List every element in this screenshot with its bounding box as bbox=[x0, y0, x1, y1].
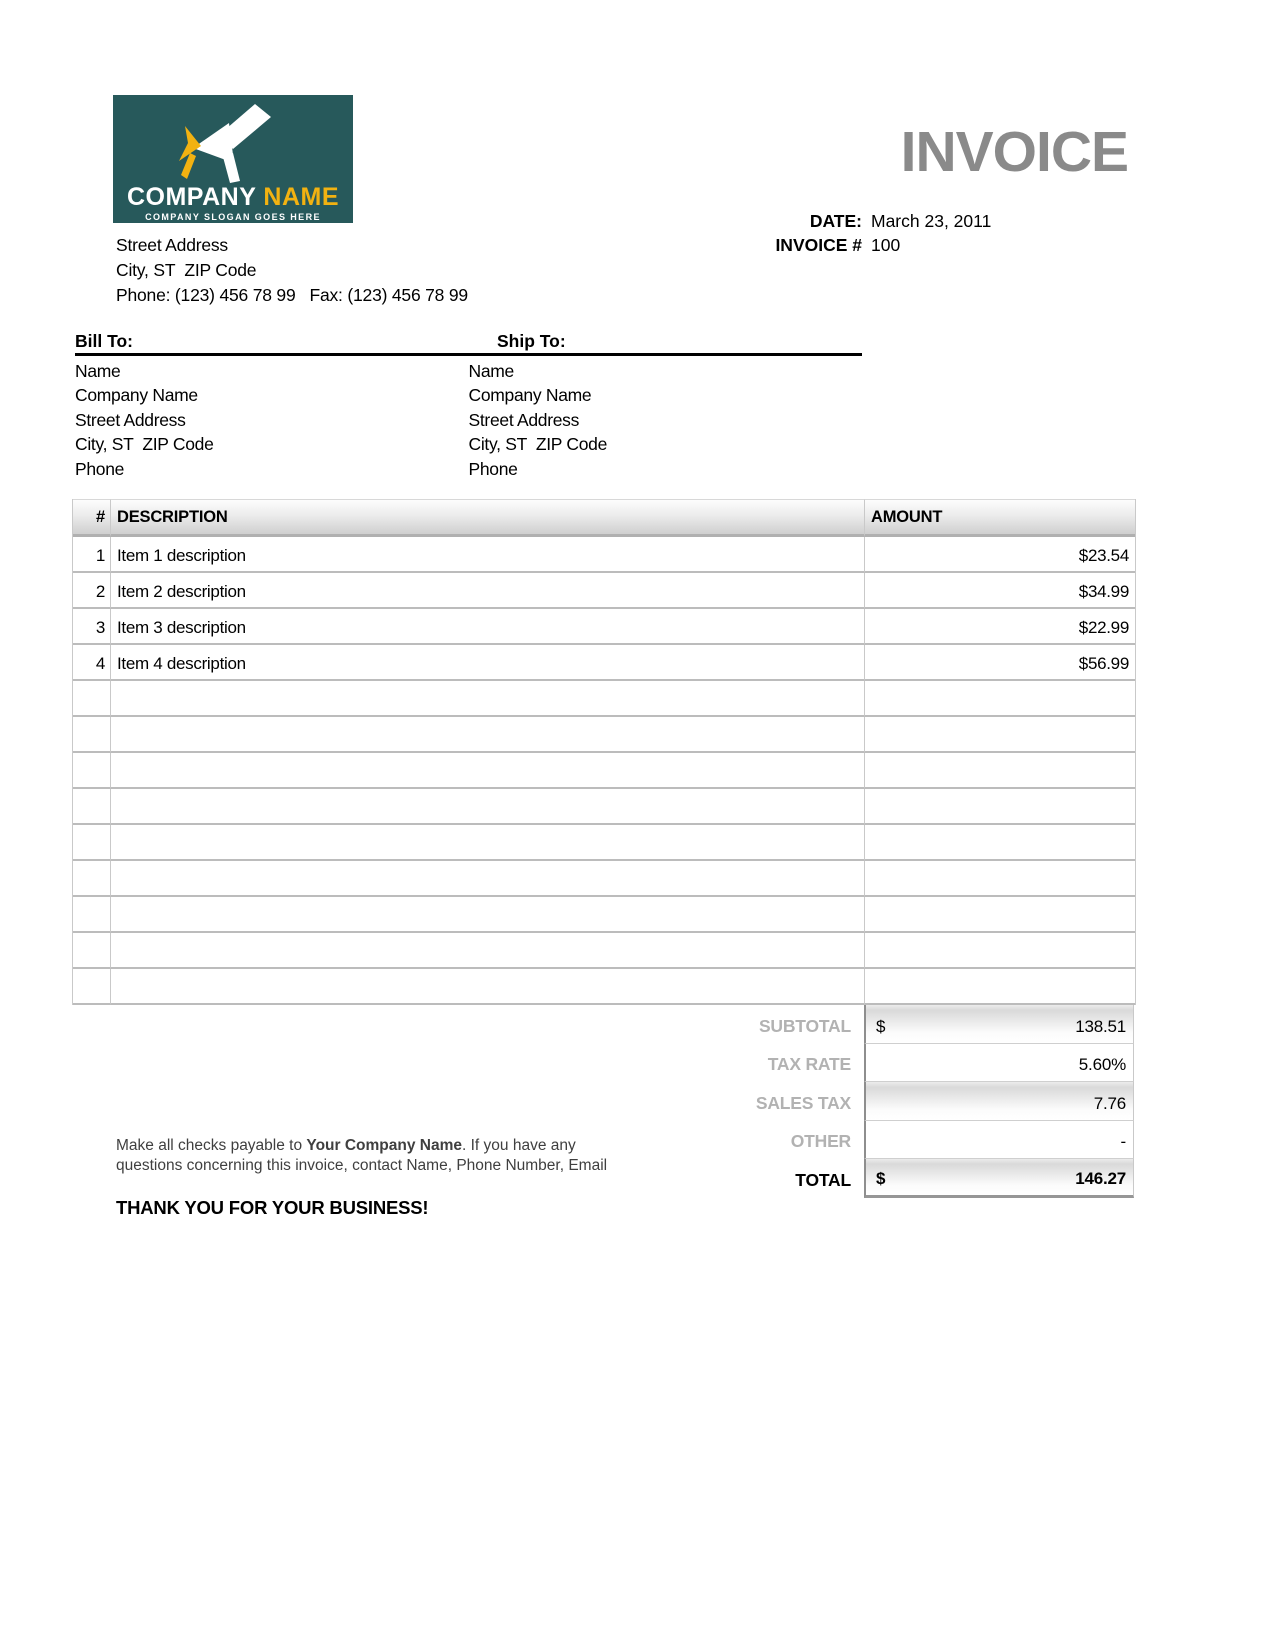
column-header-description: DESCRIPTION bbox=[111, 499, 865, 537]
ship-to-street: Street Address bbox=[468, 409, 580, 430]
subtotal-label: SUBTOTAL bbox=[758, 1015, 851, 1036]
sales-tax-value-cell bbox=[864, 1082, 1134, 1121]
row-number: 4 bbox=[73, 645, 111, 681]
tax-rate-value-cell bbox=[864, 1044, 1134, 1083]
table-row-empty bbox=[73, 861, 1135, 897]
table-row-empty bbox=[73, 789, 1135, 825]
table-row-empty bbox=[73, 897, 1135, 933]
ship-to-city: City, ST ZIP Code bbox=[468, 434, 608, 455]
table-row-empty bbox=[73, 681, 1135, 717]
items-table bbox=[72, 499, 1136, 1005]
ship-to-company: Company Name bbox=[468, 385, 592, 406]
sales-tax-label: SALES TAX bbox=[755, 1092, 851, 1113]
payment-note-line1: Make all checks payable to Your Company Name. If you have any bbox=[116, 1137, 576, 1154]
column-header-number: # bbox=[73, 499, 111, 537]
currency-symbol: $ bbox=[876, 1016, 886, 1036]
bill-to-city: City, ST ZIP Code bbox=[75, 434, 214, 455]
invoice-number-label: INVOICE # bbox=[775, 235, 862, 255]
logo-arrow-icon bbox=[113, 95, 353, 185]
table-row bbox=[73, 645, 1135, 681]
company-phone-fax: Phone: (123) 456 78 99 Fax: (123) 456 78 99 bbox=[116, 285, 468, 305]
table-row-empty bbox=[73, 717, 1135, 753]
thank-you-note: THANK YOU FOR YOUR BUSINESS! bbox=[116, 1197, 429, 1218]
row-amount: $56.99 bbox=[865, 645, 1135, 681]
company-logo bbox=[113, 95, 353, 223]
row-description: Item 3 description bbox=[111, 609, 865, 645]
ship-to-address bbox=[469, 359, 863, 481]
invoice-number-value: 100 bbox=[871, 235, 901, 255]
sales-tax-row bbox=[72, 1082, 1134, 1121]
row-description: Item 1 description bbox=[111, 537, 865, 573]
tax-rate-value: 5.60% bbox=[1078, 1055, 1126, 1075]
total-value-cell bbox=[864, 1159, 1134, 1198]
company-street: Street Address bbox=[116, 235, 228, 255]
invoice-meta bbox=[735, 209, 1155, 257]
tax-rate-label: TAX RATE bbox=[767, 1054, 851, 1075]
other-label: OTHER bbox=[790, 1131, 851, 1152]
row-number: 1 bbox=[73, 537, 111, 573]
bill-to-company: Company Name bbox=[75, 385, 198, 406]
bill-to-address bbox=[75, 359, 469, 481]
total-value: 146.27 bbox=[1075, 1168, 1126, 1188]
other-value: - bbox=[1120, 1132, 1126, 1152]
row-amount: $34.99 bbox=[865, 573, 1135, 609]
subtotal-value: 138.51 bbox=[1075, 1016, 1126, 1036]
company-address bbox=[116, 233, 468, 308]
payment-note bbox=[116, 1136, 676, 1176]
invoice-number-row bbox=[735, 233, 1155, 257]
company-city: City, ST ZIP Code bbox=[116, 260, 257, 280]
table-row-empty bbox=[73, 969, 1135, 1005]
invoice-date-label: DATE: bbox=[809, 211, 862, 231]
ship-to-phone: Phone bbox=[468, 458, 518, 479]
bill-to-phone: Phone bbox=[75, 458, 125, 479]
table-row-empty bbox=[73, 933, 1135, 969]
table-row-empty bbox=[73, 825, 1135, 861]
table-row-empty bbox=[73, 753, 1135, 789]
payment-note-line2: questions concerning this invoice, contact Name, Phone Number, Email bbox=[116, 1157, 608, 1174]
items-table-header bbox=[73, 499, 1135, 537]
table-row bbox=[73, 573, 1135, 609]
row-description: Item 4 description bbox=[111, 645, 865, 681]
invoice-body bbox=[72, 499, 1134, 1198]
parties-underline bbox=[75, 353, 862, 356]
row-number: 2 bbox=[73, 573, 111, 609]
invoice-date-row bbox=[735, 209, 1155, 233]
bill-to-heading: Bill To: bbox=[75, 331, 133, 351]
subtotal-row bbox=[72, 1005, 1134, 1044]
tax-rate-row bbox=[72, 1044, 1134, 1083]
logo-name-white: COMPANY bbox=[126, 183, 256, 211]
ship-to-name: Name bbox=[468, 361, 514, 381]
row-amount: $23.54 bbox=[865, 537, 1135, 573]
invoice-date-value: March 23, 2011 bbox=[871, 211, 992, 231]
table-row bbox=[73, 609, 1135, 645]
invoice-title: INVOICE bbox=[900, 120, 1128, 184]
parties-section bbox=[75, 331, 862, 481]
other-value-cell bbox=[864, 1121, 1134, 1160]
total-label: TOTAL bbox=[795, 1169, 851, 1190]
row-amount: $22.99 bbox=[865, 609, 1135, 645]
column-header-amount: AMOUNT bbox=[865, 499, 1135, 537]
logo-slogan: COMPANY SLOGAN GOES HERE bbox=[145, 212, 321, 222]
table-row bbox=[73, 537, 1135, 573]
subtotal-value-cell bbox=[864, 1005, 1134, 1044]
logo-name-accent: NAME bbox=[263, 183, 340, 211]
bill-to-name: Name bbox=[75, 361, 121, 381]
payable-company-name: Your Company Name bbox=[306, 1137, 463, 1154]
bill-to-street: Street Address bbox=[75, 409, 186, 430]
items-table-body bbox=[73, 537, 1135, 1005]
logo-company-name bbox=[127, 185, 339, 210]
sales-tax-value: 7.76 bbox=[1093, 1093, 1126, 1113]
row-description: Item 2 description bbox=[111, 573, 865, 609]
row-number: 3 bbox=[73, 609, 111, 645]
currency-symbol: $ bbox=[876, 1168, 886, 1188]
ship-to-heading: Ship To: bbox=[497, 331, 566, 351]
